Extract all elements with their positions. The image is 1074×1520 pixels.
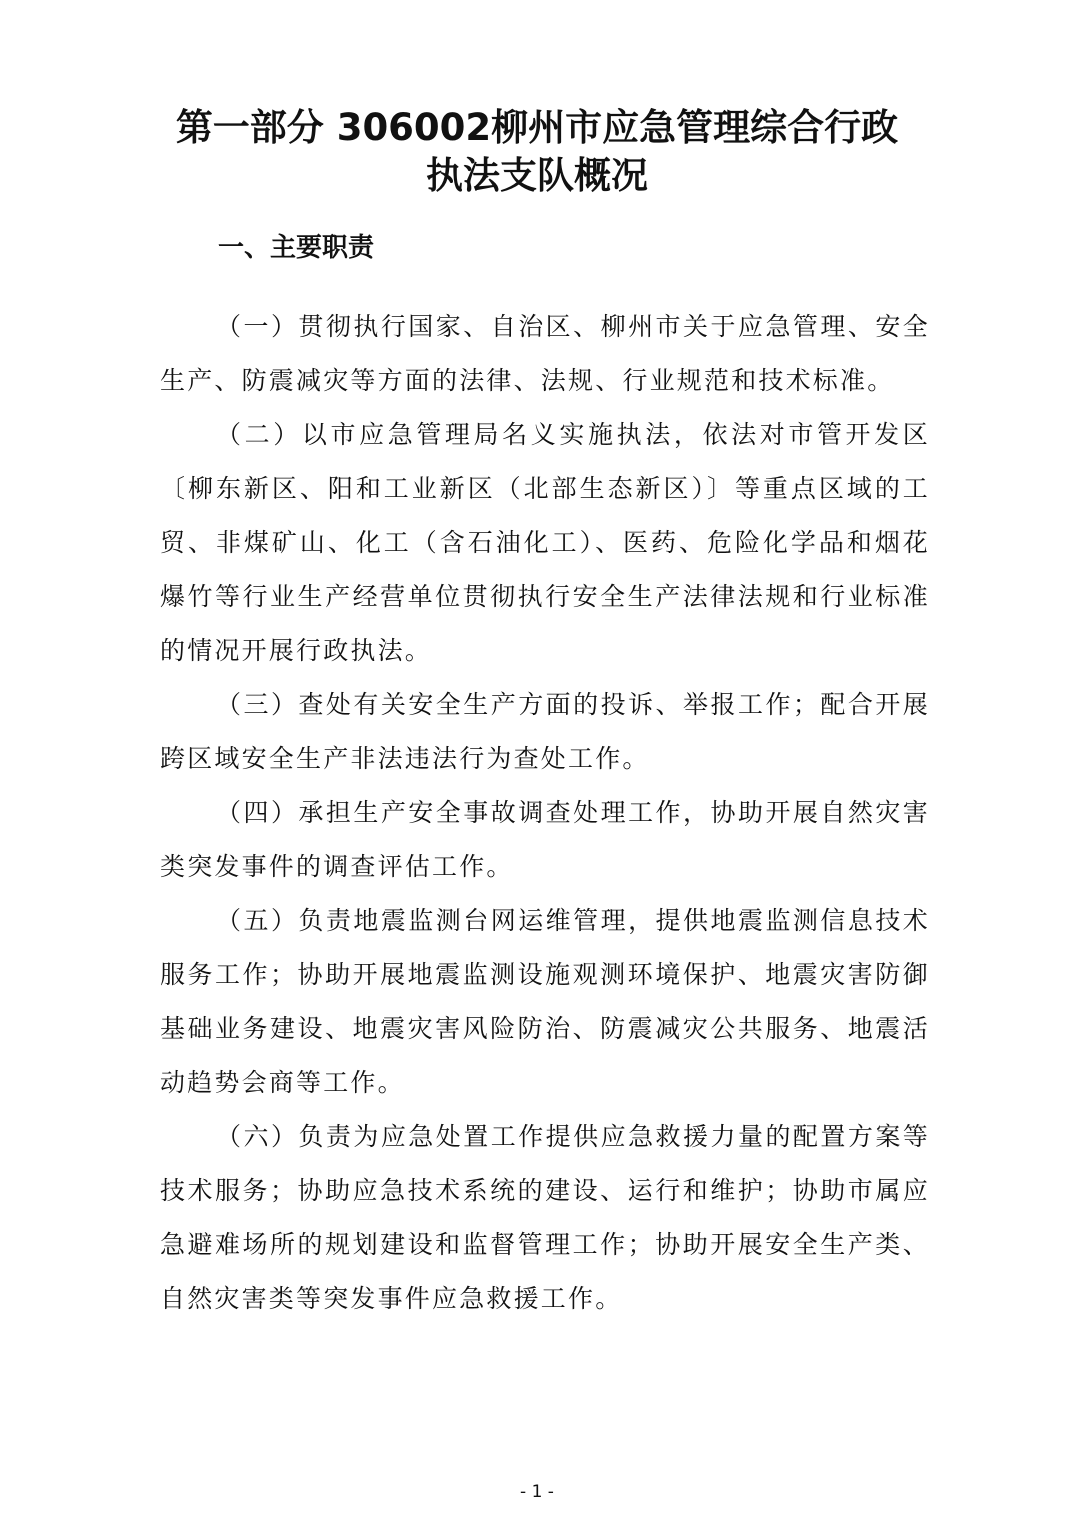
paragraph-1: （一）贯彻执行国家、自治区、柳州市关于应急管理、安全生产、防震减灾等方面的法律、法规、行业规范和技术标准。 (160, 312, 930, 395)
paragraph-5: （五）负责地震监测台网运维管理，提供地震监测信息技术服务工作；协助开展地震监测设施观测环境保护、地震灾害防御基础业务建设、地震灾害风险防治、防震减灾公共服务、地震活动趋势会商等工作。 (160, 906, 930, 1097)
page-number: - 1 - (520, 1482, 554, 1502)
paragraph-6: （六）负责为应急处置工作提供应急救援力量的配置方案等技术服务；协助应急技术系统的建设、运行和维护；协助市属应急避难场所的规划建设和监督管理工作；协助开展安全生产类、自然灾害类等突发事件应急救援工作。 (160, 1122, 930, 1313)
title-line-2: 执法支队概况 (426, 154, 648, 197)
body-text (160, 300, 930, 1326)
section-heading: 一、主要职责 (218, 233, 375, 263)
page-title (120, 104, 954, 200)
paragraph-4: （四）承担生产安全事故调查处理工作，协助开展自然灾害类突发事件的调查评估工作。 (160, 798, 930, 881)
title-line-1: 第一部分 306002柳州市应急管理综合行政 (175, 106, 899, 149)
paragraph-2: （二）以市应急管理局名义实施执法，依法对市管开发区〔柳东新区、阳和工业新区（北部生态新区）〕等重点区域的工贸、非煤矿山、化工（含石油化工）、医药、危险化学品和烟花爆竹等行业生产经营单位贯彻执行安全生产法律法规和行业标准的情况开展行政执法。 (160, 420, 930, 665)
paragraph-3: （三）查处有关安全生产方面的投诉、举报工作；配合开展跨区域安全生产非法违法行为查处工作。 (160, 690, 930, 773)
